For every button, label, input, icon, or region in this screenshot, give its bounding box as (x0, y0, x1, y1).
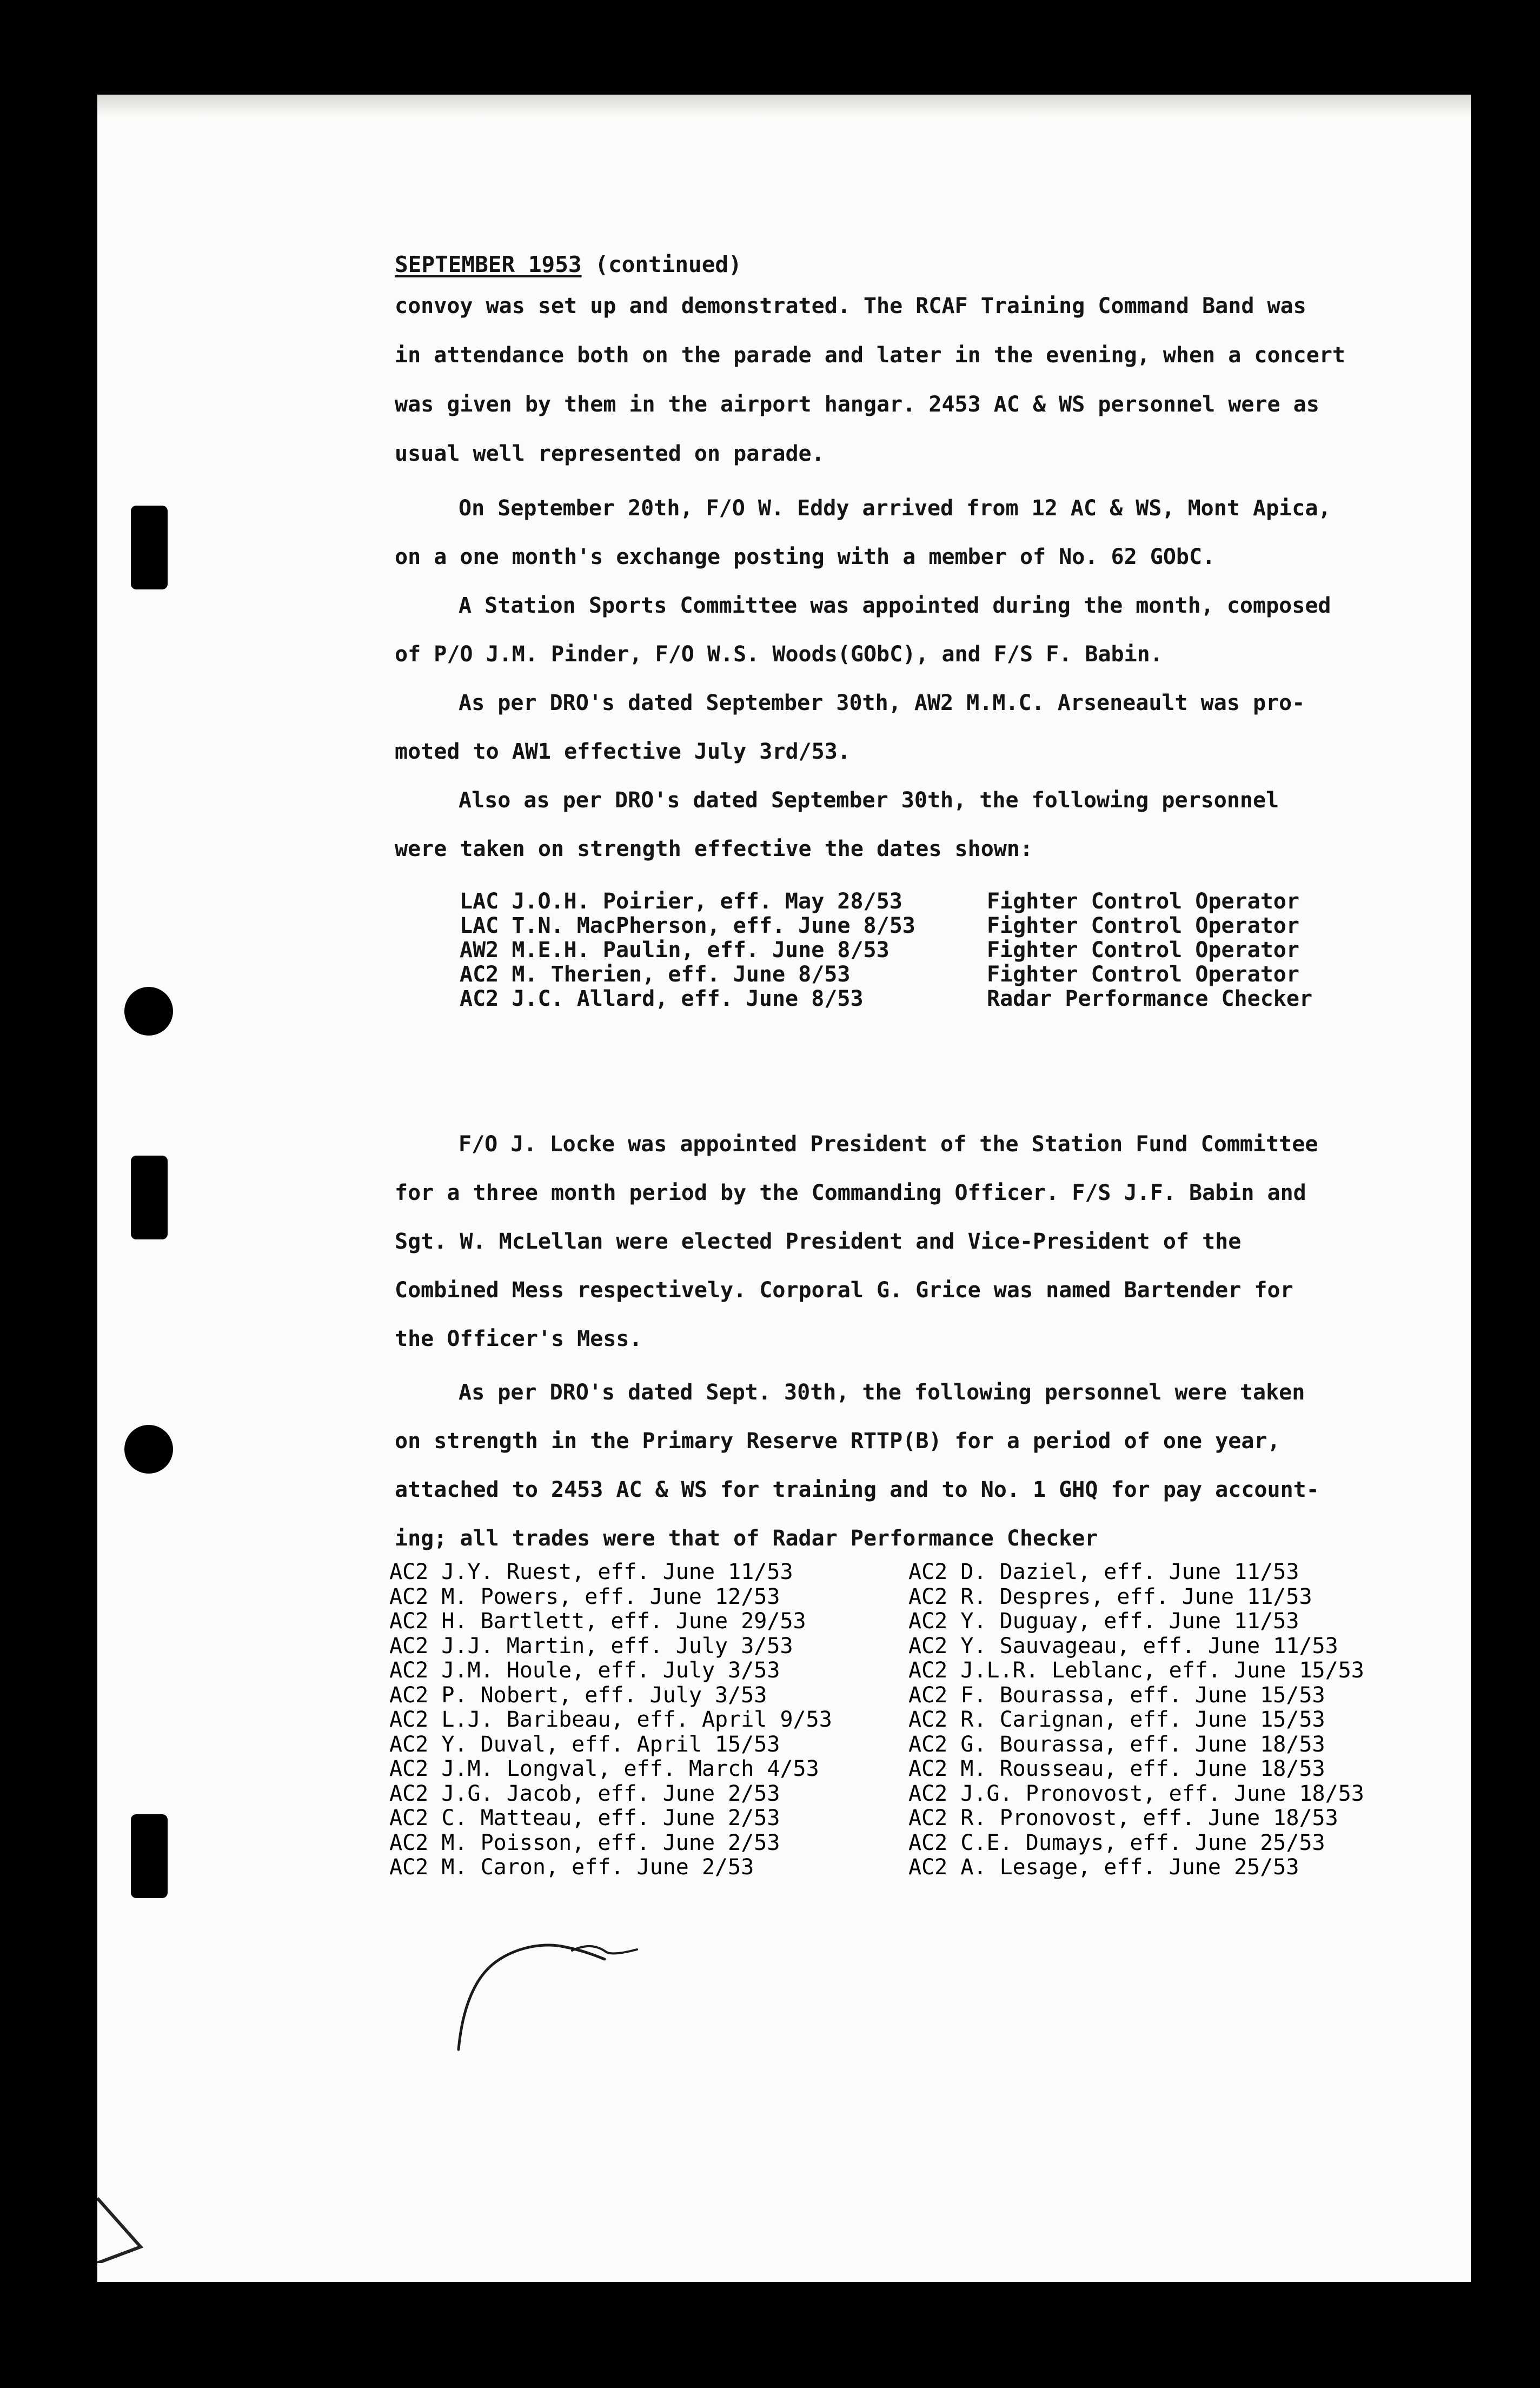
binder-hole-round-upper (124, 987, 173, 1036)
paragraph-exchange-posting (395, 484, 1363, 581)
paragraph-line: of P/O J.M. Pinder, F/O W.S. Woods(GObC), and F/S F. Babin. (395, 642, 1163, 667)
paragraph-line: ing; all trades were that of Radar Performance Checker (395, 1526, 1098, 1551)
heading-month: SEPTEMBER 1953 (395, 251, 582, 277)
paragraph-line: was given by them in the airport hangar. 2453 AC & WS personnel were as (395, 392, 1319, 417)
paragraph-line: Sgt. W. McLellan were elected President and Vice-President of the (395, 1229, 1242, 1254)
page-edge-shading (97, 95, 1471, 116)
folded-corner-mark (97, 2187, 146, 2263)
table-cell-trade: Fighter Control Operator (987, 962, 1299, 987)
list-item: AC2 R. Despres, eff. June 11/53 (908, 1584, 1312, 1609)
list-item: AC2 J.Y. Ruest, eff. June 11/53 (389, 1560, 793, 1584)
paragraph-line: on a one month's exchange posting with a member of No. 62 GObC. (395, 545, 1216, 569)
list-item: AC2 M. Caron, eff. June 2/53 (389, 1855, 754, 1880)
paragraph-promotion (395, 679, 1363, 776)
paragraph-line: Combined Mess respectively. Corporal G. Grice was named Bartender for (395, 1278, 1293, 1303)
list-item: AC2 M. Powers, eff. June 12/53 (389, 1584, 780, 1609)
table-cell-person: LAC J.O.H. Poirier, eff. May 28/53 (460, 889, 902, 914)
paragraph-line: for a three month period by the Commanding Officer. F/S J.F. Babin and (395, 1180, 1306, 1205)
table-cell-person: AC2 M. Therien, eff. June 8/53 (460, 962, 851, 987)
table-row (460, 914, 1312, 938)
table-cell-person: AC2 J.C. Allard, eff. June 8/53 (460, 986, 864, 1011)
list-item: AC2 Y. Sauvageau, eff. June 11/53 (908, 1633, 1338, 1659)
list-item: AC2 D. Daziel, eff. June 11/53 (908, 1560, 1299, 1584)
list-item: AC2 J.L.R. Leblanc, eff. June 15/53 (908, 1658, 1364, 1683)
paragraph-line: on strength in the Primary Reserve RTTP(B) for a period of one year, (395, 1429, 1280, 1454)
table-row (460, 938, 1312, 963)
paragraph-line: convoy was set up and demonstrated. The RCAF Training Command Band was (395, 294, 1306, 319)
paragraph-line: A Station Sports Committee was appointed during the month, composed (459, 593, 1331, 618)
list-item: AC2 R. Carignan, eff. June 15/53 (908, 1707, 1325, 1732)
list-item: AC2 J.M. Houle, eff. July 3/53 (389, 1658, 780, 1683)
document-page (97, 95, 1471, 2282)
binder-hole-middle (131, 1156, 168, 1239)
handwritten-initial-mark (448, 1928, 642, 2058)
binder-hole-round-lower (124, 1425, 173, 1474)
paragraph-station-fund (395, 1120, 1363, 1363)
table-cell-trade: Fighter Control Operator (987, 913, 1299, 938)
binder-hole-bottom (131, 1814, 168, 1898)
list-item: AC2 J.J. Martin, eff. July 3/53 (389, 1633, 793, 1659)
page-heading (395, 251, 742, 277)
list-item: AC2 G. Bourassa, eff. June 18/53 (908, 1732, 1325, 1757)
list-item: AC2 J.M. Longval, eff. March 4/53 (389, 1756, 819, 1781)
table-row (460, 963, 1312, 987)
list-item: AC2 R. Pronovost, eff. June 18/53 (908, 1806, 1338, 1830)
table-cell-trade: Fighter Control Operator (987, 938, 1299, 963)
list-item: AC2 F. Bourassa, eff. June 15/53 (908, 1682, 1325, 1708)
list-item: AC2 L.J. Baribeau, eff. April 9/53 (389, 1707, 832, 1732)
list-item: AC2 M. Poisson, eff. June 2/53 (389, 1830, 780, 1855)
list-item: AC2 M. Rousseau, eff. June 18/53 (908, 1756, 1325, 1781)
list-item: AC2 J.G. Pronovost, eff. June 18/53 (908, 1781, 1364, 1806)
paragraph-line: the Officer's Mess. (395, 1326, 642, 1351)
list-item: AC2 A. Lesage, eff. June 25/53 (908, 1855, 1299, 1880)
paragraph-primary-reserve (395, 1368, 1363, 1563)
list-item: AC2 Y. Duguay, eff. June 11/53 (908, 1609, 1299, 1634)
list-item: AC2 J.G. Jacob, eff. June 2/53 (389, 1781, 780, 1806)
paragraph-sports-committee (395, 581, 1363, 679)
table-cell-trade: Radar Performance Checker (987, 986, 1313, 1011)
table-cell-person: AW2 M.E.H. Paulin, eff. June 8/53 (460, 938, 890, 963)
binder-hole-top (131, 506, 168, 589)
paragraph-line: were taken on strength effective the dates shown: (395, 837, 1033, 861)
table-row (460, 890, 1312, 914)
paragraph-strength-intro (395, 776, 1363, 873)
list-item: AC2 C.E. Dumays, eff. June 25/53 (908, 1830, 1325, 1855)
paragraph-line: On September 20th, F/O W. Eddy arrived from 12 AC & WS, Mont Apica, (459, 496, 1331, 521)
paragraph-line: moted to AW1 effective July 3rd/53. (395, 739, 851, 764)
strength-table (460, 890, 1312, 1011)
reserve-list-right (908, 1560, 1364, 1880)
paragraph-line: usual well represented on parade. (395, 441, 825, 466)
table-cell-person: LAC T.N. MacPherson, eff. June 8/53 (460, 913, 915, 938)
reserve-list-left (389, 1560, 832, 1880)
list-item: AC2 P. Nobert, eff. July 3/53 (389, 1682, 767, 1708)
paragraph-line: As per DRO's dated September 30th, AW2 M.M.C. Arseneault was pro- (459, 691, 1305, 715)
table-row (460, 987, 1312, 1011)
paragraph-line: Also as per DRO's dated September 30th, the following personnel (459, 788, 1279, 813)
list-item: AC2 C. Matteau, eff. June 2/53 (389, 1806, 780, 1830)
list-item: AC2 Y. Duval, eff. April 15/53 (389, 1732, 780, 1757)
paragraph-line: in attendance both on the parade and later in the evening, when a concert (395, 343, 1345, 368)
paragraph-line: As per DRO's dated Sept. 30th, the following personnel were taken (459, 1380, 1305, 1405)
paragraph-line: F/O J. Locke was appointed President of the Station Fund Committee (459, 1132, 1318, 1157)
table-cell-trade: Fighter Control Operator (987, 889, 1299, 914)
paragraph-convoy (395, 282, 1363, 479)
list-item: AC2 H. Bartlett, eff. June 29/53 (389, 1609, 806, 1634)
paragraph-line: attached to 2453 AC & WS for training and to No. 1 GHQ for pay account- (395, 1477, 1319, 1502)
heading-suffix: (continued) (595, 251, 742, 277)
